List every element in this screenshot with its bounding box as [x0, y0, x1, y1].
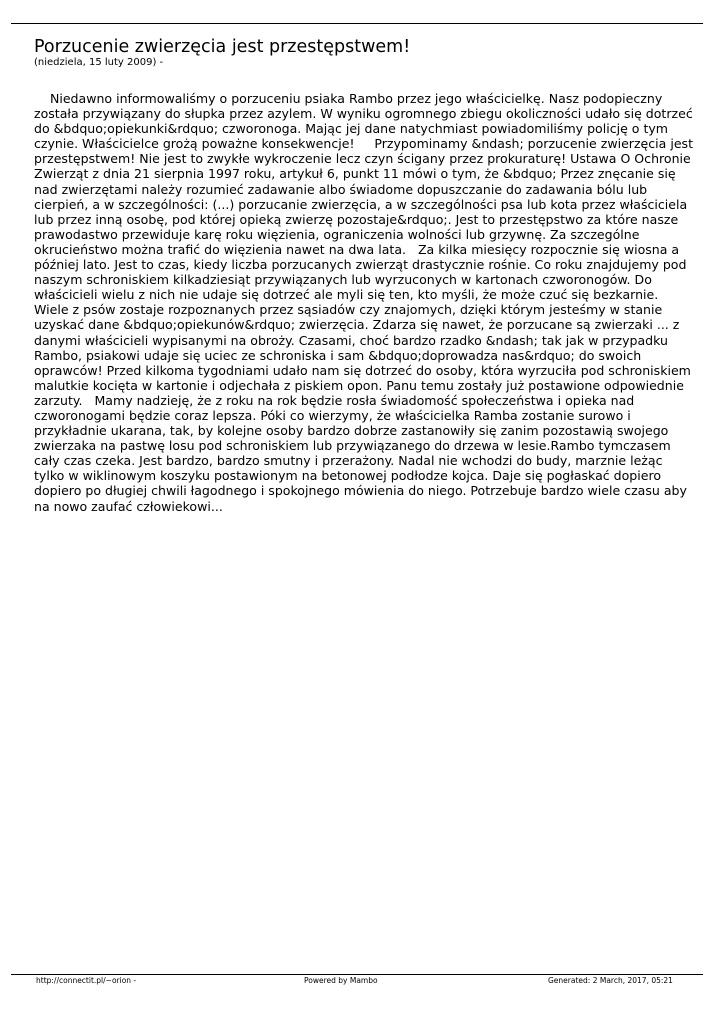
top-divider — [11, 23, 703, 24]
bottom-divider — [11, 974, 703, 975]
article-header — [34, 37, 694, 69]
page-footer — [36, 976, 676, 988]
article-title: Porzucenie zwierzęcia jest przestępstwem! — [34, 37, 411, 57]
article-date: (niedziela, 15 luty 2009) - — [34, 57, 164, 68]
footer-url: http://connectit.pl/~orion - — [36, 976, 137, 985]
footer-powered-by: Powered by Mambo — [304, 976, 378, 985]
footer-generated: Generated: 2 March, 2017, 05:21 — [548, 976, 673, 985]
article-body: Niedawno informowaliśmy o porzuceniu psiaka Rambo przez jego właścicielkę. Nasz podopieczny została przywiązany do słupka przez azylem. W wyniku ogromnego zbiegu okoliczności udało się dotrzeć do &bdquo;opiekunki&rdquo; czworonoga. Mając jej dane natychmiast powiadomiliśmy policję o tym czynie. Właścicielce grożą poważne konsekwencje! Przypominamy &ndash; porzucenie zwierzęcia jest przestępstwem! Nie jest to zwykłe wykroczenie lecz czyn ścigany przez prokuraturę! Ustawa O Ochronie Zwierząt z dnia 21 sierpnia 1997 roku, artykuł 6, punkt 11 mówi o tym, że &bdquo; Przez znęcanie się nad zwierzętami należy rozumieć zadawanie albo świadome dopuszczanie do zadawania bólu lub cierpień, a w szczególności: (...) porzucanie zwierzęcia, a w szczególności psa lub kota przez właściciela lub przez inną osobę, pod której opieką zwierzę pozostaje&rdquo;. Jest to przestępstwo za które nasze prawodastwo przewiduje karę roku więzienia, ograniczenia wolności lub grzywnę. Za szczególne okrucieństwo można trafić do więzienia nawet na dwa lata. Za kilka miesięcy rozpocznie się wiosna a później lato. Jest to czas, kiedy liczba porzucanych zwierząt drastycznie rośnie. Co roku znajdujemy pod naszym schroniskiem kilkadziesiąt przywiązanych lub wyrzuconych w kartonach czworonogów. Do właścicieli wielu z nich nie udaje się dotrzeć ale myli się ten, kto myśli, że może czuć się bezkarnie. Wiele z psów zostaje rozpoznanych przez sąsiadów czy znajomych, dzięki którym jesteśmy w stanie uzyskać dane &bdquo;opiekunów&rdquo; zwierzęcia. Zdarza się nawet, że porzucane są zwierzaki ... z danymi właścicieli wypisanymi na obroży. Czasami, choć bardzo rzadko &ndash; tak jak w przypadku Rambo, psiakowi udaje się uciec ze schroniska i sam &bdquo;doprowadza nas&rdquo; do swoich oprawców! Przed kilkoma tygodniami udało nam się dotrzeć do osoby, która wyrzuciła pod schroniskiem malutkie kocięta w kartonie i odjechała z piskiem opon. Panu temu zostały już postawione odpowiednie zarzuty. Mamy nadzieję, że z roku na rok będzie rosła świadomość społeczeństwa i opieka nad czworonogami będzie coraz lepsza. Póki co wierzymy, że właścicielka Ramba zostanie surowo i przykładnie ukarana, tak, by kolejne osoby bardzo dobrze zastanowiły się zanim pozostawią swojego zwierzaka na pastwę losu pod schroniskiem lub przywiązanego do drzewa w lesie.Rambo tymczasem cały czas czeka. Jest bardzo, bardzo smutny i przerażony. Nadal nie wchodzi do budy, marznie leżąc tylko w wiklinowym koszyku postawionym na betonowej podłodze kojca. Daje się pogłaskać dopiero dopiero po długiej chwili łagodnego i spokojnego mówienia do niego. Potrzebuje bardzo wiele czasu aby na nowo zaufać człowiekowi... — [34, 91, 697, 514]
